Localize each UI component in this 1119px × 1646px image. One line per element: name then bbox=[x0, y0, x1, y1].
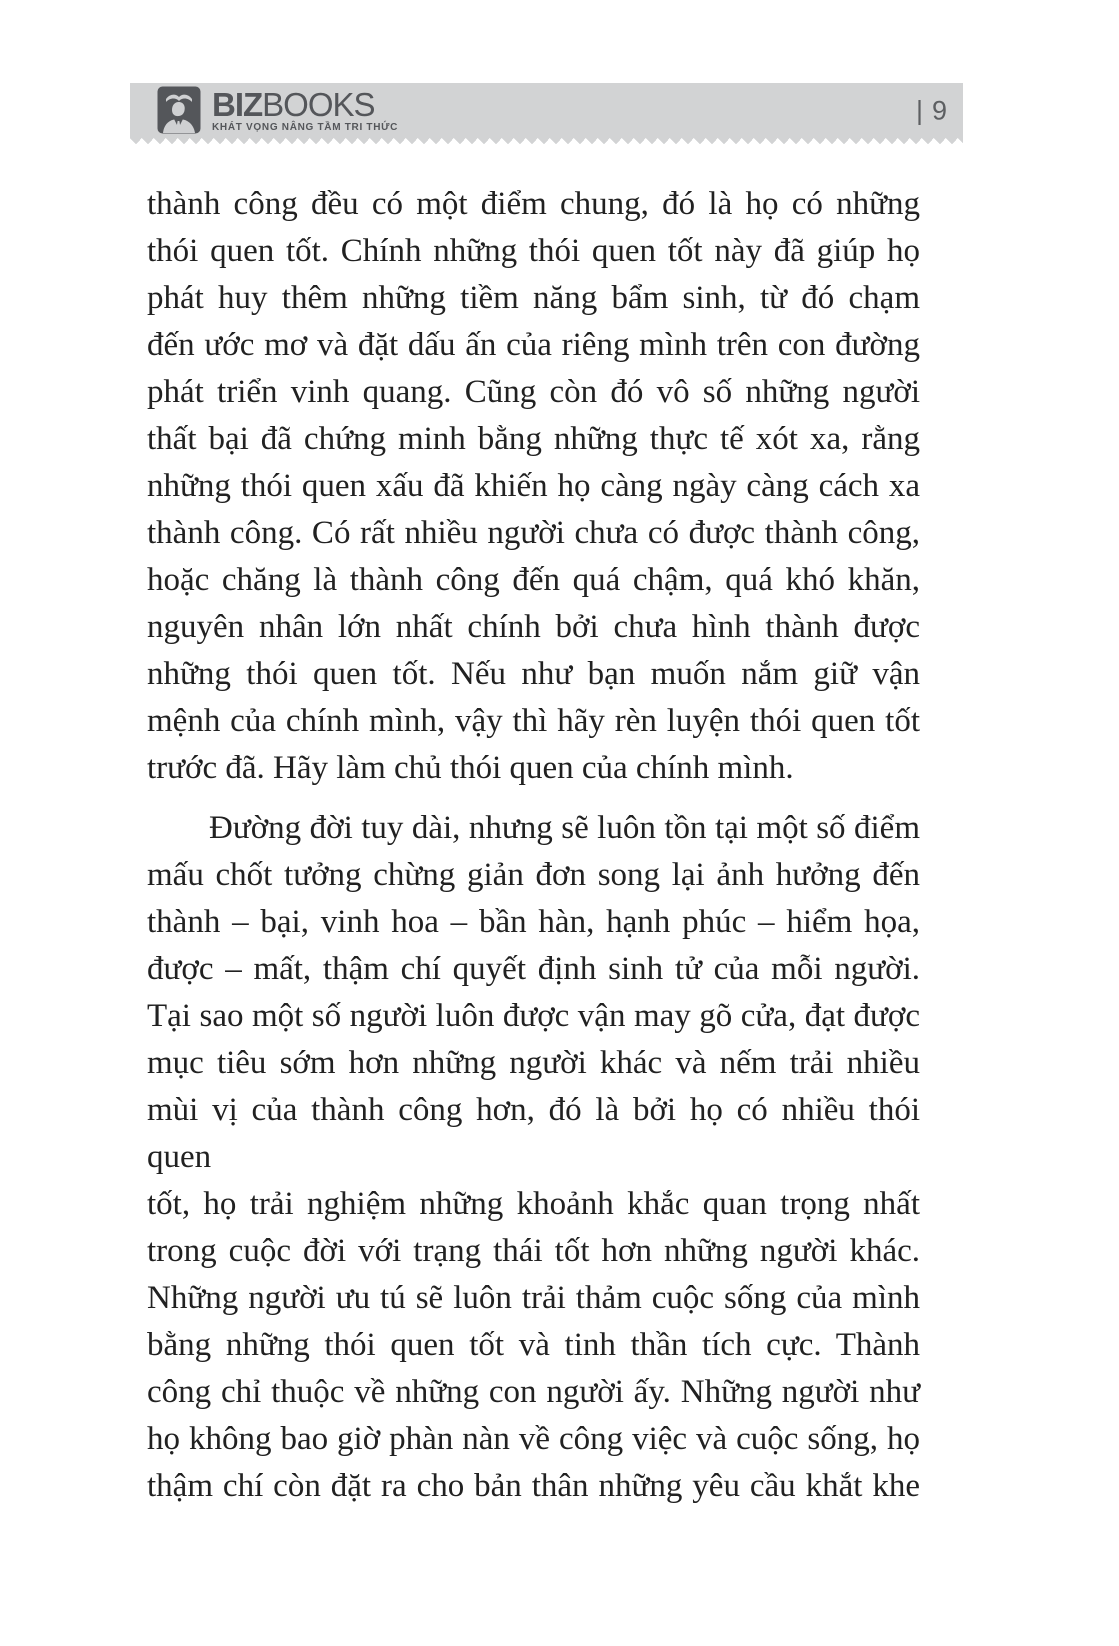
page-header bbox=[130, 83, 963, 138]
text-line: Đường đời tuy dài, nhưng sẽ luôn tồn tại một số điểm bbox=[209, 810, 920, 846]
text-line: thành công. Có rất nhiều người chưa có được thành công, bbox=[147, 515, 920, 551]
page-number-separator: | bbox=[915, 95, 923, 125]
page-number-value: 9 bbox=[931, 95, 947, 125]
header-perforated-edge bbox=[130, 138, 963, 144]
person-with-open-book-icon bbox=[157, 86, 201, 134]
text-line: thất bại đã chứng minh bằng những thực tế xót xa, rằng bbox=[147, 421, 920, 457]
brand-name bbox=[212, 86, 398, 123]
text-line: những thói quen tốt. Nếu như bạn muốn nắm giữ vận bbox=[147, 656, 920, 692]
text-line: thậm chí còn đặt ra cho bản thân những yêu cầu khắt khe bbox=[147, 1468, 920, 1504]
text-line: mấu chốt tưởng chừng giản đơn song lại ảnh hưởng đến bbox=[147, 857, 920, 893]
text-line: phát triển vinh quang. Cũng còn đó vô số những người bbox=[147, 374, 920, 410]
page-number bbox=[916, 95, 947, 126]
text-line: phát huy thêm những tiềm năng bẩm sinh, từ đó chạm bbox=[147, 280, 920, 316]
text-line: tốt, họ trải nghiệm những khoảnh khắc quan trọng nhất bbox=[147, 1186, 920, 1222]
text-line: bằng những thói quen tốt và tinh thần tích cực. Thành bbox=[147, 1327, 920, 1363]
text-line: nguyên nhân lớn nhất chính bởi chưa hình thành được bbox=[147, 609, 920, 645]
paragraph bbox=[147, 805, 920, 1510]
bizbooks-logo bbox=[157, 86, 398, 134]
text-line: trước đã. Hãy làm chủ thói quen của chính mình. bbox=[147, 750, 794, 786]
text-line: mùi vị của thành công hơn, đó là bởi họ có nhiều thói quen bbox=[147, 1092, 920, 1175]
text-line: đến ước mơ và đặt dấu ấn của riêng mình trên con đường bbox=[147, 327, 920, 363]
text-line: thói quen tốt. Chính những thói quen tốt này đã giúp họ bbox=[147, 233, 920, 269]
brand-tagline: KHÁT VỌNG NÂNG TẦM TRI THỨC bbox=[212, 122, 399, 133]
text-line: trong cuộc đời với trạng thái tốt hơn những người khác. bbox=[147, 1233, 920, 1269]
text-line: những thói quen xấu đã khiến họ càng ngày càng cách xa bbox=[147, 468, 920, 504]
text-line: thành công đều có một điểm chung, đó là họ có những bbox=[147, 186, 920, 222]
text-line: mệnh của chính mình, vậy thì hãy rèn luyện thói quen tốt bbox=[147, 703, 920, 739]
text-line: họ không bao giờ phàn nàn về công việc và cuộc sống, họ bbox=[147, 1421, 920, 1457]
text-line: được – mất, thậm chí quyết định sinh tử của mỗi người. bbox=[147, 951, 920, 987]
text-line: thành – bại, vinh hoa – bần hàn, hạnh phúc – hiểm họa, bbox=[147, 904, 920, 940]
brand-books: BOOKS bbox=[262, 86, 375, 123]
brand-biz: BIZ bbox=[212, 86, 263, 123]
text-line: hoặc chăng là thành công đến quá chậm, quá khó khăn, bbox=[147, 562, 920, 598]
text-line: công chỉ thuộc về những con người ấy. Những người như bbox=[147, 1374, 920, 1410]
text-line: Tại sao một số người luôn được vận may gõ cửa, đạt được bbox=[147, 998, 920, 1034]
text-line: mục tiêu sớm hơn những người khác và nếm trải nhiều bbox=[147, 1045, 920, 1081]
body-text bbox=[147, 181, 920, 1510]
paragraph bbox=[147, 181, 920, 792]
logo-text bbox=[212, 86, 398, 133]
text-line: Những người ưu tú sẽ luôn trải thảm cuộc sống của mình bbox=[147, 1280, 920, 1316]
